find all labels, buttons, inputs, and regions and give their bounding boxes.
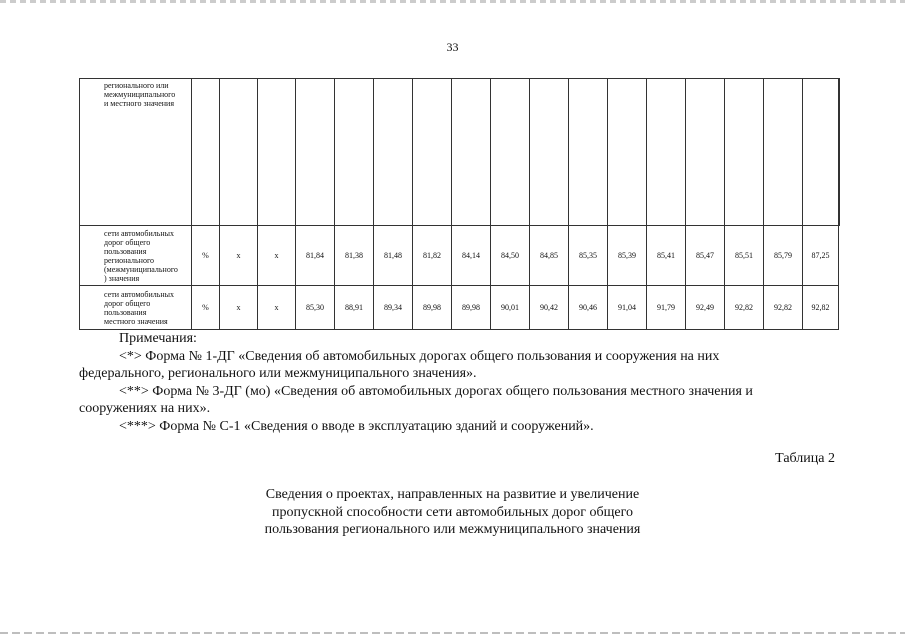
value-cell: 81,48 — [374, 226, 413, 286]
value-cell: 85,47 — [686, 226, 725, 286]
caption-line-1: Сведения о проектах, направленных на развитие и увеличение — [265, 487, 640, 502]
value-cell — [725, 79, 764, 226]
row-label-line: местного значения — [104, 317, 168, 326]
scan-edge-top — [0, 0, 905, 3]
value-cell: 89,34 — [374, 286, 413, 330]
row-label-line: сети автомобильных — [104, 290, 175, 299]
row-label-line: дорог общего — [104, 238, 151, 247]
value-cell — [764, 79, 803, 226]
value-cell: x — [258, 286, 296, 330]
value-cell: 91,04 — [608, 286, 647, 330]
row-label-line: межмуниципального — [104, 90, 176, 99]
value-cell: 85,30 — [296, 286, 335, 330]
page-number: 33 — [446, 40, 459, 54]
row-label-line: регионального — [104, 256, 155, 265]
value-cell — [686, 79, 725, 226]
unit-cell: % — [192, 226, 220, 286]
value-cell: 90,01 — [491, 286, 530, 330]
table-row — [80, 79, 840, 226]
value-cell: 84,14 — [452, 226, 491, 286]
value-cell: 91,79 — [647, 286, 686, 330]
row-label-line: пользования — [104, 247, 147, 256]
row-label-line: дорог общего — [104, 299, 151, 308]
note-2-line-2: сооружениях на них». — [79, 401, 211, 416]
row-label — [80, 286, 192, 330]
row-label-line: сети автомобильных — [104, 229, 175, 238]
value-cell — [413, 79, 452, 226]
row-label — [80, 79, 192, 226]
row-label-line: регионального или — [104, 81, 169, 90]
value-cell: 90,46 — [569, 286, 608, 330]
scan-edge-bottom — [0, 632, 905, 634]
value-cell — [452, 79, 491, 226]
value-cell — [569, 79, 608, 226]
value-cell — [258, 79, 296, 226]
value-cell: 85,41 — [647, 226, 686, 286]
row-label-line: пользования — [104, 308, 147, 317]
value-cell: 85,51 — [725, 226, 764, 286]
value-cell: 87,25 — [803, 226, 839, 286]
table-caption — [0, 486, 905, 539]
value-cell: 89,98 — [413, 286, 452, 330]
row-label-line: ) значения — [104, 274, 140, 283]
value-cell — [491, 79, 530, 226]
unit-cell — [192, 79, 220, 226]
value-cell: 84,85 — [530, 226, 569, 286]
value-cell: x — [220, 286, 258, 330]
note-2-line-1: <**> Форма № 3-ДГ (мо) «Сведения об автомобильных дорогах общего пользования местного значения и — [119, 383, 753, 399]
value-cell: 92,82 — [725, 286, 764, 330]
value-cell: 92,82 — [764, 286, 803, 330]
value-cell — [374, 79, 413, 226]
caption-line-3: пользования регионального или межмуниципального значения — [264, 522, 641, 537]
value-cell: 81,38 — [335, 226, 374, 286]
value-cell: 90,42 — [530, 286, 569, 330]
table-row — [80, 226, 840, 286]
row-label-line: (межмуниципального — [104, 265, 178, 274]
value-cell: 92,82 — [803, 286, 839, 330]
value-cell — [803, 79, 839, 226]
table-label: Таблица 2 — [775, 451, 835, 466]
unit-cell: % — [192, 286, 220, 330]
value-cell — [335, 79, 374, 226]
value-cell: 81,84 — [296, 226, 335, 286]
value-cell: 92,49 — [686, 286, 725, 330]
value-cell — [296, 79, 335, 226]
note-1-line-1: <*> Форма № 1-ДГ «Сведения об автомобильных дорогах общего пользования и сооружения на них — [119, 348, 720, 364]
notes-block — [79, 330, 839, 435]
value-cell: 85,39 — [608, 226, 647, 286]
row-label-line: и местного значения — [104, 99, 174, 108]
value-cell: 85,35 — [569, 226, 608, 286]
value-cell: 89,98 — [452, 286, 491, 330]
table-row — [80, 286, 840, 330]
note-1-line-2: федерального, регионального или межмуниципального значения». — [79, 366, 477, 381]
value-cell — [839, 79, 840, 226]
value-cell: 84,50 — [491, 226, 530, 286]
value-cell: 85,79 — [764, 226, 803, 286]
value-cell — [220, 79, 258, 226]
value-cell: x — [220, 226, 258, 286]
caption-line-2: пропускной способности сети автомобильных дорог общего — [271, 504, 633, 520]
value-cell: 81,82 — [413, 226, 452, 286]
value-cell: 88,91 — [335, 286, 374, 330]
value-cell — [647, 79, 686, 226]
indicators-table — [79, 78, 840, 330]
notes-heading: Примечания: — [119, 331, 197, 346]
value-cell — [608, 79, 647, 226]
value-cell — [530, 79, 569, 226]
row-label — [80, 226, 192, 286]
note-3: <***> Форма № С-1 «Сведения о вводе в эксплуатацию зданий и сооружений». — [119, 418, 594, 434]
value-cell: x — [258, 226, 296, 286]
